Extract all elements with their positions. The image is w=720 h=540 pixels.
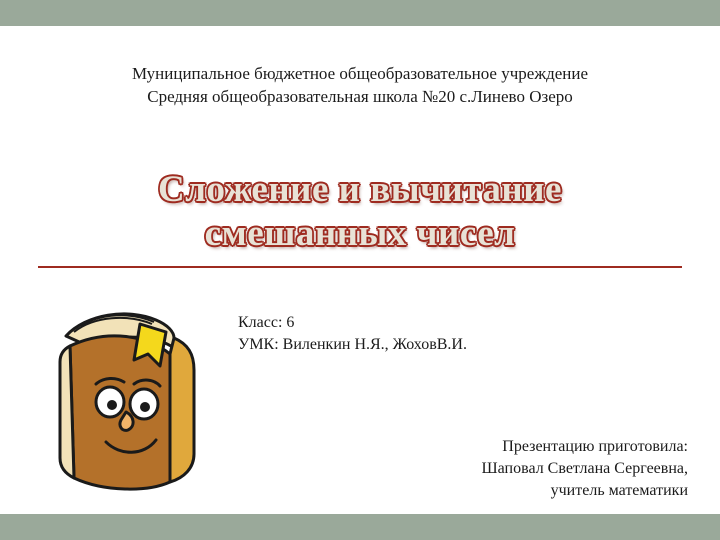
title-line-1: Сложение и вычитание (158, 169, 562, 210)
author-block (482, 436, 688, 502)
title-line-2: смешанных чисел (204, 213, 516, 254)
meta-line-textbook: УМК: Виленкин Н.Я., ЖоховВ.И. (238, 336, 467, 353)
top-decorative-band (0, 0, 720, 26)
bottom-decorative-band (0, 514, 720, 540)
title-divider (38, 266, 682, 268)
author-line-1: Презентацию приготовила: (502, 438, 688, 455)
cartoon-book-icon (48, 292, 218, 507)
organization-block (0, 62, 720, 108)
meta-line-class: Класс: 6 (238, 314, 295, 331)
author-line-2: Шаповал Светлана Сергеевна, (481, 460, 688, 477)
page-title (0, 168, 720, 256)
course-meta-block (238, 312, 467, 356)
author-line-3: учитель математики (550, 482, 688, 499)
organization-line-2: Средняя общеобразовательная школа №20 с.Линево Озеро (147, 87, 573, 106)
organization-line-1: Муниципальное бюджетное общеобразовательное учреждение (131, 64, 589, 83)
